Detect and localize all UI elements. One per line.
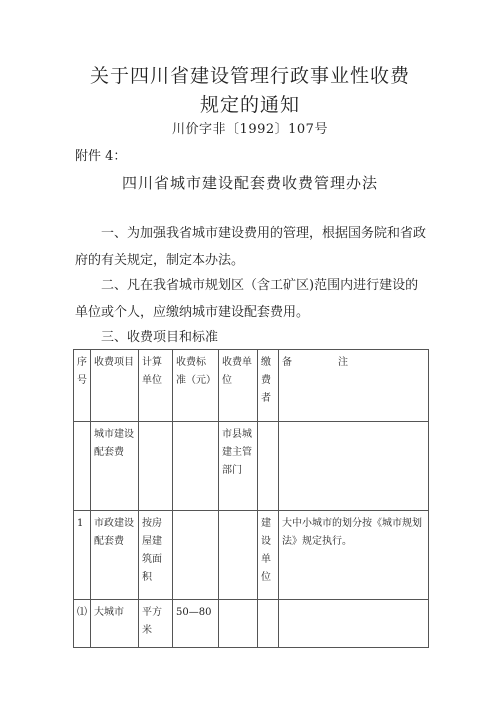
table-row [74,511,429,600]
cell-item: 城市建设配套费 [91,422,139,511]
table-row [74,600,429,648]
cell-collector [219,511,258,600]
cell-note [279,422,429,511]
cell-payer [258,422,279,511]
header-item: 收费项目 [91,350,139,422]
header-unit: 计算单位 [139,350,173,422]
paragraph-2: 二、凡在我省城市规划区（含工矿区)范围内进行建设的单位或个人，应缴纳城市建设配套费用。 [75,278,419,320]
cell-seq [74,422,91,511]
header-standard: 收费标准（元） [173,350,219,422]
cell-standard: 50—80 [173,600,219,648]
header-note: 备 注 [279,350,429,422]
paragraph-1: 一、为加强我省城市建设费用的管理，根据国务院和省政府的有关规定，制定本办法。 [75,226,427,268]
table-row [74,422,429,511]
cell-collector [219,600,258,648]
cell-payer [258,600,279,648]
cell-payer: 建设单位 [258,511,279,600]
cell-item: 市政建设配套费 [91,511,139,600]
document-subtitle: 四川省城市建设配套费收费管理办法 [121,174,378,192]
fee-table [73,349,429,648]
cell-note [279,600,429,648]
cell-unit [139,422,173,511]
cell-seq: 1 [74,511,91,600]
attachment-label: 附件 4： [75,149,127,164]
cell-note: 大中小城市的划分按《城市规划法》规定执行。 [279,511,429,600]
document-number: 川价字非〔1992〕107号 [172,122,328,137]
document-title: 关于四川省建设管理行政事业性收费 [89,65,410,87]
cell-seq: ⑴ [74,600,91,648]
cell-standard [173,422,219,511]
header-payer: 缴费者 [258,350,279,422]
table-header-row [74,350,429,422]
cell-unit: 平方米 [139,600,173,648]
header-collector: 收费单位 [219,350,258,422]
paragraph-3: 三、收费项目和标准 [101,330,219,345]
cell-collector: 市县城建主管部门 [219,422,258,511]
cell-standard [173,511,219,600]
document-title-line2: 规定的通知 [199,94,300,116]
cell-item: 大城市 [91,600,139,648]
header-seq: 序号 [74,350,91,422]
cell-unit: 按房屋建筑面积 [139,511,173,600]
